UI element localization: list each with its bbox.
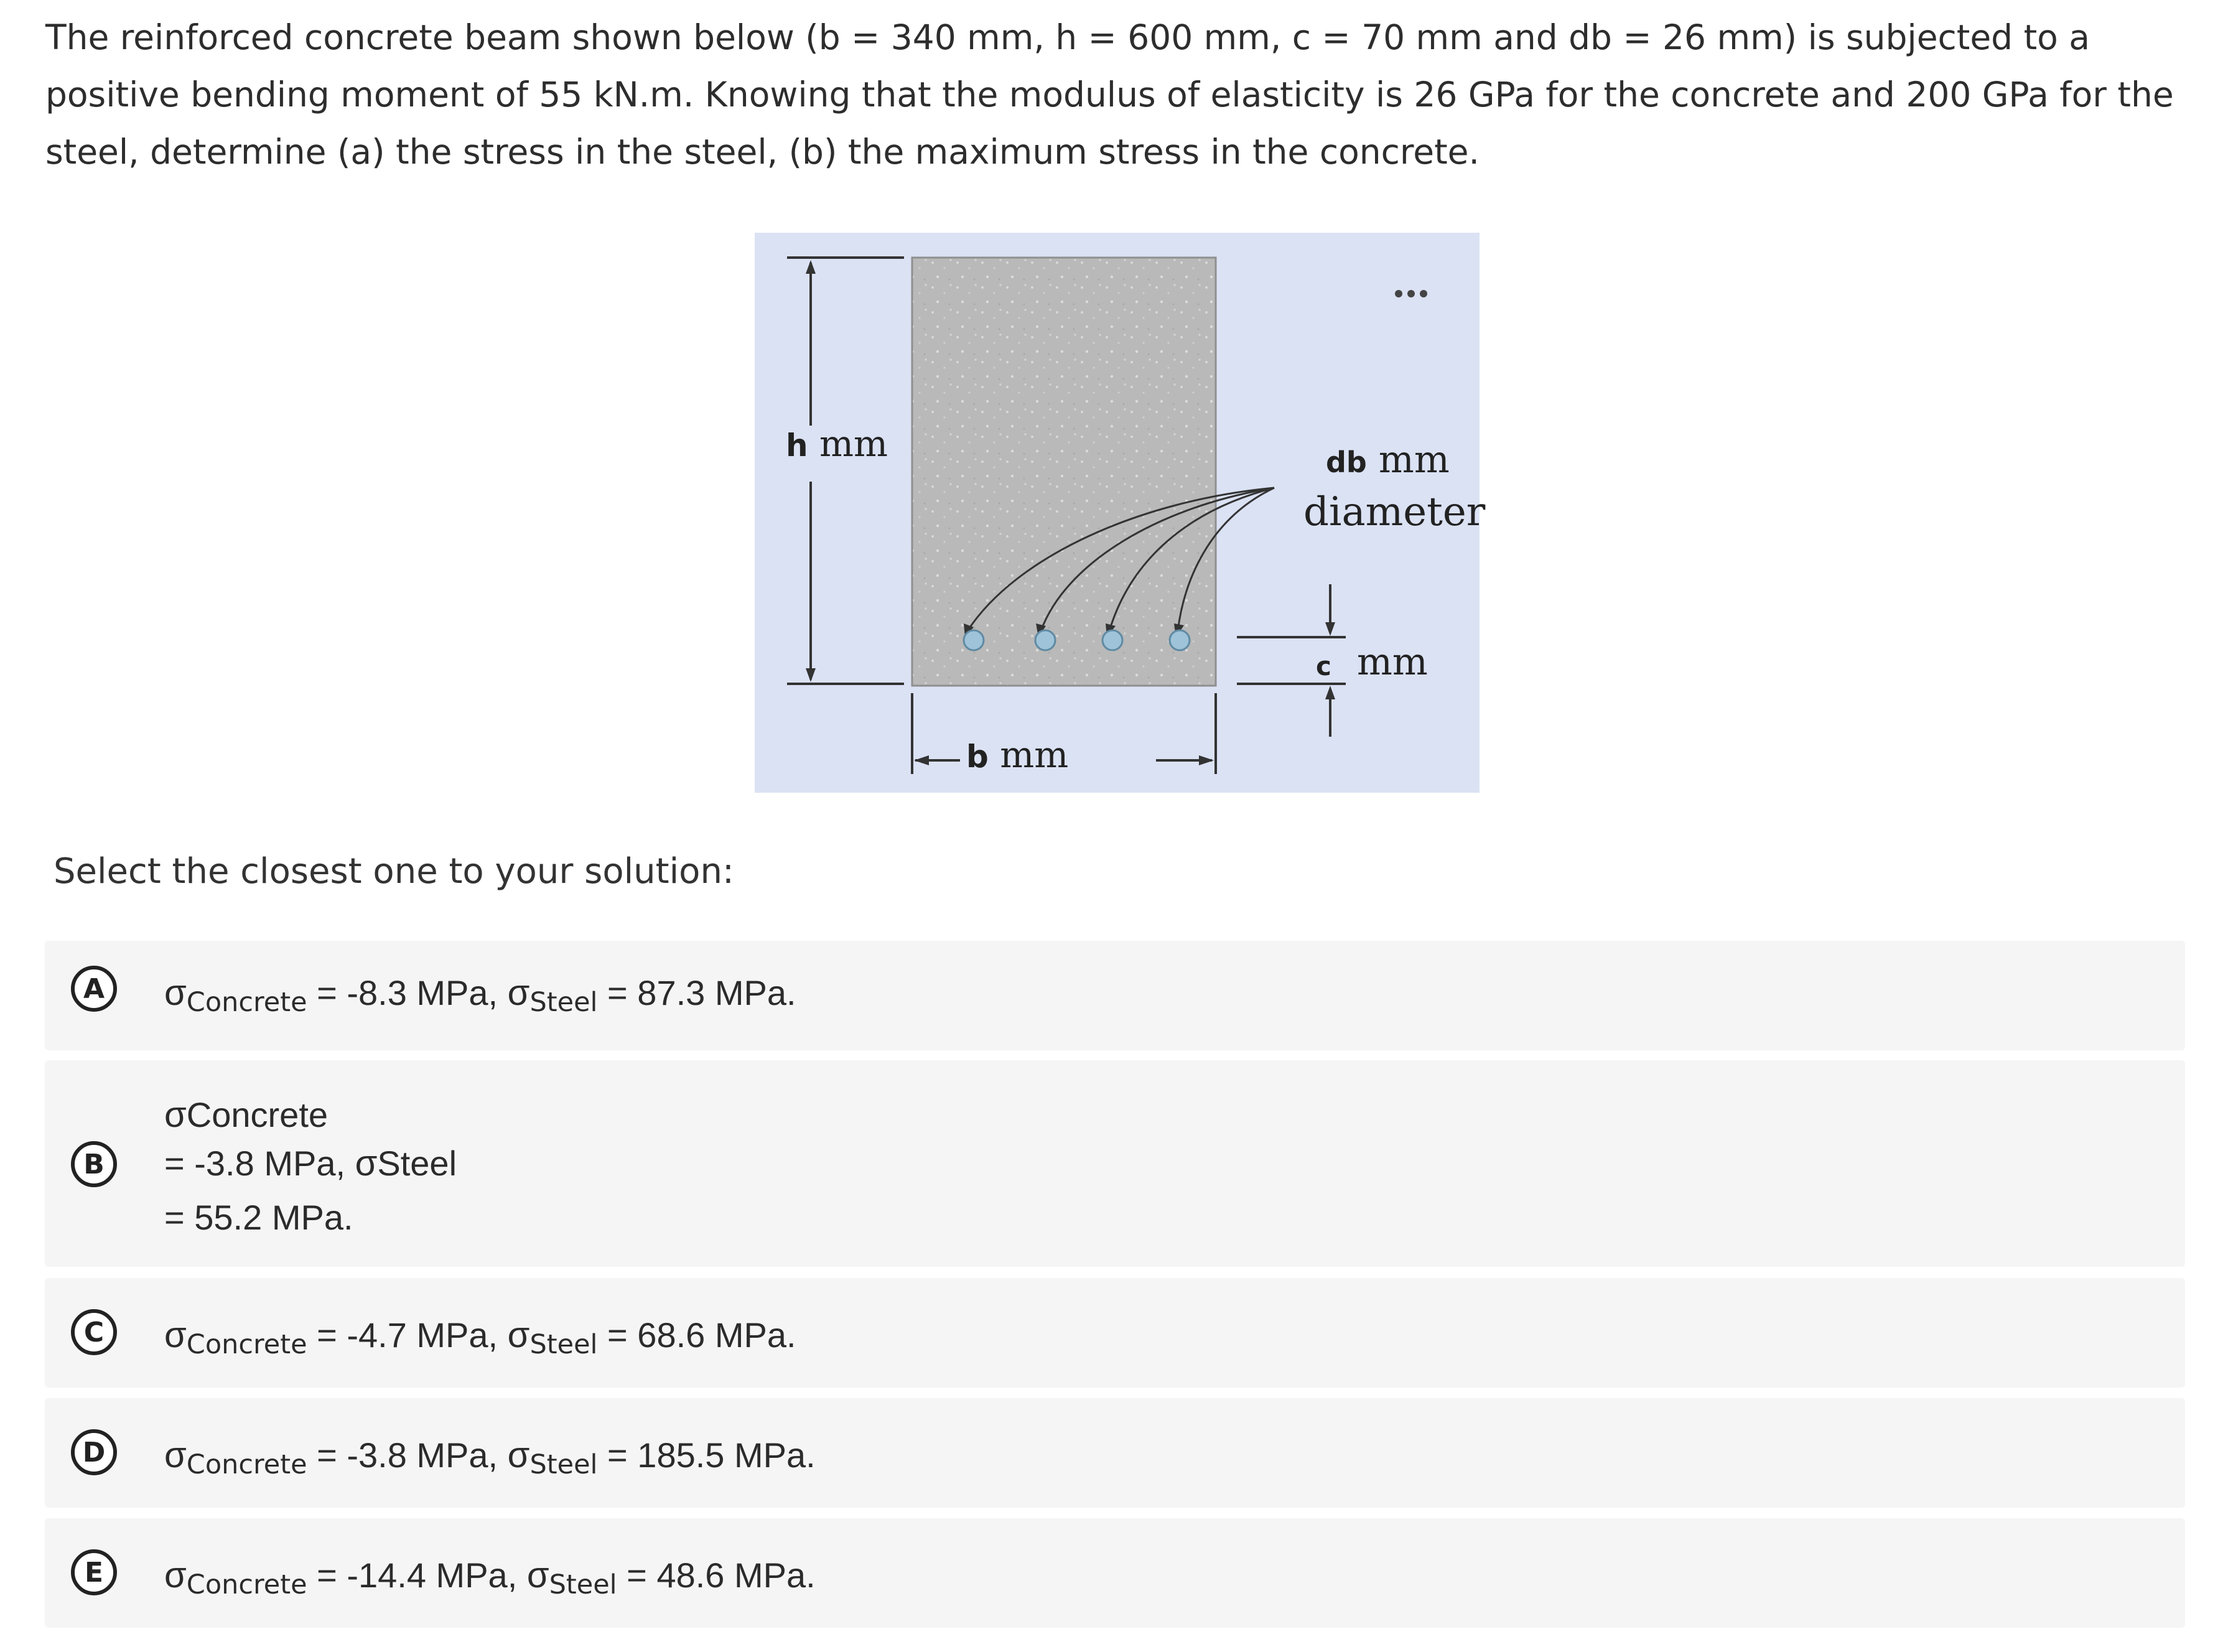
c-unit-label: mm (1357, 640, 1428, 684)
c-dimension-label: c (1316, 651, 1331, 681)
b-dimension-label: b mm (966, 734, 1069, 776)
option-b-line-2: = -3.8 MPa, σSteel (164, 1143, 457, 1183)
option-d-text: σConcrete = -3.8 MPa, σSteel = 185.5 MPa. (164, 1435, 816, 1480)
option-b-line-1: σConcrete (164, 1094, 329, 1135)
option-c[interactable] (45, 1278, 2185, 1388)
question-text: The reinforced concrete beam shown below (b = 340 mm, h = 600 mm, c = 70 mm and db = 26 mm) is subjected to a positive bending moment of 55 kN.m. Knowing that the modulus of elasticity is 26 GPa for the concrete and 200 GPa for the steel, determine (a) the stress in the steel, (b) the maximum stress in the concrete. (45, 17, 2174, 172)
rebar-1 (964, 630, 984, 650)
option-letter-a: A (71, 966, 117, 1012)
diameter-label: diameter (1303, 489, 1486, 535)
option-e[interactable] (45, 1518, 2185, 1628)
rebar-2 (1035, 630, 1055, 650)
option-a-text: σConcrete = -8.3 MPa, σSteel = 87.3 MPa. (164, 973, 796, 1018)
option-a[interactable] (45, 941, 2185, 1050)
db-dimension-label: db mm (1326, 438, 1450, 482)
select-prompt: Select the closest one to your solution: (54, 851, 734, 892)
rebar-4 (1170, 630, 1190, 650)
beam-cross-section-figure (755, 233, 1486, 793)
ellipsis-icon[interactable] (1395, 290, 1427, 297)
option-e-text: σConcrete = -14.4 MPa, σSteel = 48.6 MPa. (164, 1555, 816, 1600)
option-c-text: σConcrete = -4.7 MPa, σSteel = 68.6 MPa. (164, 1315, 796, 1360)
rebar-3 (1102, 630, 1122, 650)
option-letter-b: B (71, 1141, 117, 1187)
option-letter-d: D (71, 1429, 117, 1475)
h-dimension-label: h mm (786, 422, 888, 465)
option-b-line-3: = 55.2 MPa. (164, 1198, 353, 1237)
option-b[interactable] (45, 1060, 2185, 1267)
option-letter-e: E (71, 1549, 117, 1595)
option-letter-c: C (71, 1309, 117, 1355)
concrete-section (912, 258, 1216, 686)
option-d[interactable] (45, 1398, 2185, 1508)
